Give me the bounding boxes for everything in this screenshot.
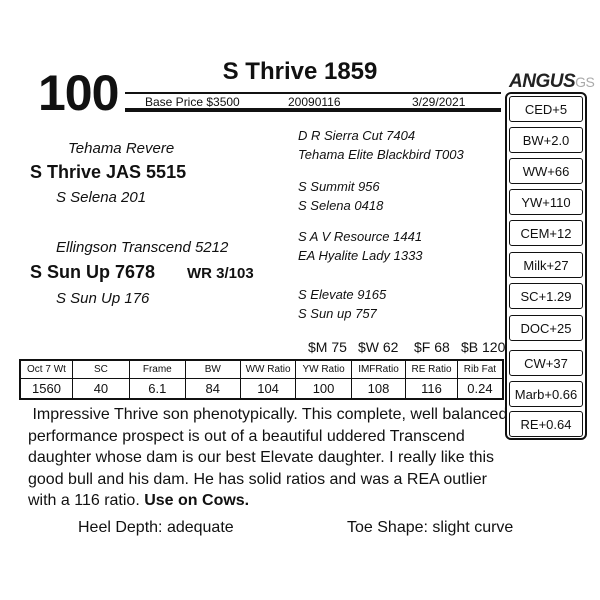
value-cell: 100 <box>296 379 351 400</box>
sd-sire: S Summit 956 <box>298 179 380 194</box>
value-cell: 1560 <box>20 379 72 400</box>
dam-sire: Ellingson Transcend 5212 <box>56 239 229 256</box>
dam-dam: S Sun Up 176 <box>56 290 150 307</box>
header-cell: IMFRatio <box>351 360 405 379</box>
performance-header-row <box>20 360 503 379</box>
base-price: Base Price $3500 <box>145 95 240 109</box>
pedigree-dam-dam-line <box>298 285 386 323</box>
dam: S Sun Up 7678 <box>30 262 156 282</box>
pedigree-sire-dam-line <box>298 177 383 215</box>
epd-cw: CW+37 <box>509 350 583 376</box>
ds-dam: EA Hyalite Lady 1333 <box>298 248 423 263</box>
sire: S Thrive JAS 5515 <box>30 162 187 182</box>
toe-shape: Toe Shape: slight curve <box>347 519 514 536</box>
description-bold: Use on Cows. <box>144 492 250 509</box>
header-cell: Frame <box>129 360 185 379</box>
epd-sc: SC+1.29 <box>509 283 583 309</box>
epd-bw: BW+2.0 <box>509 127 583 153</box>
epd-yw: YW+110 <box>509 189 583 215</box>
index-b: $B 120 <box>461 339 506 355</box>
header-cell: Rib Fat <box>457 360 503 379</box>
breed-logo: ANGUSGS <box>509 71 595 92</box>
ss-dam: Tehama Elite Blackbird T003 <box>298 147 464 162</box>
lot-number: 100 <box>38 65 119 121</box>
performance-value-row <box>20 379 503 400</box>
epd-marb: Marb+0.66 <box>509 381 583 407</box>
header-cell: YW Ratio <box>296 360 351 379</box>
epd-cem: CEM+12 <box>509 220 583 246</box>
epd-ww: WW+66 <box>509 158 583 184</box>
value-cell: 40 <box>72 379 129 400</box>
description-text: Impressive Thrive son phenotypically. This complete, well balanced performance prospect is out of a beautiful uddered Transcend daughter whose dam is our best Elevate daughter. I really like this good bull and his dam. He has solid ratios and was a REA outlier with a 116 ratio. <box>28 406 508 509</box>
value-cell: 116 <box>406 379 458 400</box>
value-cell: 6.1 <box>129 379 185 400</box>
header-cell: SC <box>72 360 129 379</box>
performance-table <box>19 359 504 400</box>
dam-weaning-ratio: WR 3/103 <box>187 265 254 282</box>
value-cell: 108 <box>351 379 405 400</box>
ds-sire: S A V Resource 1441 <box>298 229 423 244</box>
value-cell: 104 <box>240 379 295 400</box>
epd-ced: CED+5 <box>509 96 583 122</box>
sd-dam: S Selena 0418 <box>298 198 384 213</box>
epd-re: RE+0.64 <box>509 411 583 437</box>
sire-sire: Tehama Revere <box>68 140 175 157</box>
description <box>28 404 508 512</box>
index-f: $F 68 <box>414 339 450 355</box>
header-cell: Oct 7 Wt <box>20 360 72 379</box>
pedigree-dam-sire-line <box>298 227 423 265</box>
epd-doc: DOC+25 <box>509 315 583 341</box>
index-m: $M 75 <box>308 339 347 355</box>
bull-name: S Thrive 1859 <box>222 58 378 85</box>
heel-depth: Heel Depth: adequate <box>78 519 234 536</box>
epd-milk: Milk+27 <box>509 252 583 278</box>
info-bar <box>125 92 501 112</box>
ss-sire: D R Sierra Cut 7404 <box>298 128 416 143</box>
header-cell: RE Ratio <box>406 360 458 379</box>
sire-dam: S Selena 201 <box>56 189 147 206</box>
registration-number: 20090116 <box>288 95 341 109</box>
birth-date: 3/29/2021 <box>412 95 466 109</box>
dd-sire: S Elevate 9165 <box>298 287 387 302</box>
dd-dam: S Sun up 757 <box>298 306 377 321</box>
value-cell: 84 <box>185 379 240 400</box>
header-cell: BW <box>185 360 240 379</box>
index-w: $W 62 <box>358 339 399 355</box>
header-cell: WW Ratio <box>240 360 295 379</box>
value-cell: 0.24 <box>457 379 503 400</box>
pedigree-sire-sire-line <box>298 126 464 164</box>
